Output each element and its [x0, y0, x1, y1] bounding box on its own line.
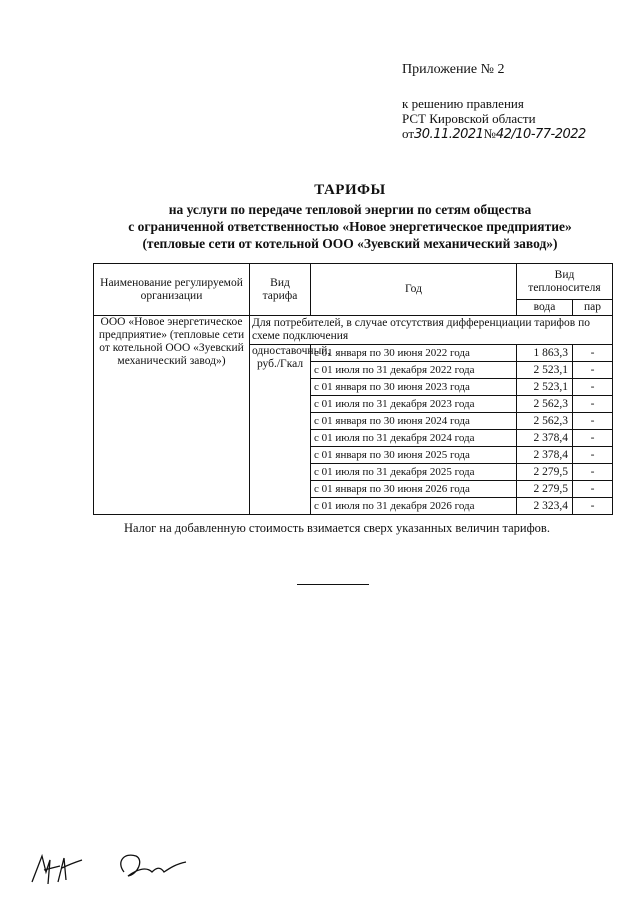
- organization-name: ООО «Новое энергетическое предприятие» (тепловые сети от котельной ООО «Зуевский механический завод»): [94, 316, 250, 515]
- period-cell: с 01 июля по 31 декабря 2023 года: [311, 396, 517, 413]
- period-cell: с 01 января по 30 июня 2025 года: [311, 447, 517, 464]
- period-cell: с 01 июля по 31 декабря 2024 года: [311, 430, 517, 447]
- steam-value: -: [573, 464, 613, 481]
- water-value: 2 562,3: [517, 413, 573, 430]
- steam-value: -: [573, 345, 613, 362]
- closing-divider: [297, 584, 369, 585]
- decision-number-sign: №: [483, 126, 496, 141]
- steam-value: -: [573, 379, 613, 396]
- signature-1: [32, 856, 82, 884]
- appendix-label: Приложение № 2: [402, 62, 505, 77]
- signature-2: [121, 855, 186, 876]
- period-cell: с 01 июля по 31 декабря 2025 года: [311, 464, 517, 481]
- steam-value: -: [573, 447, 613, 464]
- water-value: 2 523,1: [517, 379, 573, 396]
- steam-value: -: [573, 498, 613, 515]
- steam-value: -: [573, 362, 613, 379]
- header-year: Год: [311, 264, 517, 316]
- subtitle-line-1: на услуги по передаче тепловой энергии по сетям общества: [168, 202, 532, 217]
- water-value: 1 863,3: [517, 345, 573, 362]
- period-cell: с 01 января по 30 июня 2023 года: [311, 379, 517, 396]
- document-title: ТАРИФЫ: [314, 182, 386, 198]
- water-value: 2 378,4: [517, 447, 573, 464]
- decision-date: 30.11.2021: [414, 127, 484, 142]
- steam-value: -: [573, 430, 613, 447]
- header-tariff-type: Вид тарифа: [250, 264, 311, 316]
- period-cell: с 01 июля по 31 декабря 2026 года: [311, 498, 517, 515]
- subtitle-line-3: (тепловые сети от котельной ООО «Зуевский механический завод»): [142, 236, 558, 251]
- water-value: 2 562,3: [517, 396, 573, 413]
- tariff-table: [93, 263, 613, 515]
- tariff-kind: одноставочный, руб./Гкал: [250, 345, 311, 515]
- decision-line-1: к решению правления: [402, 96, 524, 111]
- water-value: 2 279,5: [517, 481, 573, 498]
- decision-line-2: РСТ Кировской области: [402, 111, 536, 126]
- period-cell: с 01 января по 30 июня 2026 года: [311, 481, 517, 498]
- header-heat-carrier: Вид теплоносителя: [517, 264, 613, 300]
- header-organization: Наименование регулируемой организации: [94, 264, 250, 316]
- decision-from: от: [402, 126, 415, 141]
- header-water: вода: [517, 300, 573, 316]
- decision-number: 42/10-77-2022: [495, 127, 586, 142]
- document-subtitle: [0, 201, 640, 252]
- steam-value: -: [573, 396, 613, 413]
- handwritten-signatures: [20, 842, 190, 892]
- water-value: 2 378,4: [517, 430, 573, 447]
- period-cell: с 01 июля по 31 декабря 2022 года: [311, 362, 517, 379]
- consumers-note: Для потребителей, в случае отсутствия дифференциации тарифов по схеме подключения: [250, 316, 613, 345]
- steam-value: -: [573, 413, 613, 430]
- period-cell: с 01 января по 30 июня 2024 года: [311, 413, 517, 430]
- vat-note: Налог на добавленную стоимость взимается сверх указанных величин тарифов.: [124, 521, 550, 535]
- decision-reference: [402, 96, 586, 142]
- period-cell: с 01 января по 30 июня 2022 года: [311, 345, 517, 362]
- subtitle-line-2: с ограниченной ответственностью «Новое энергетическое предприятие»: [128, 219, 572, 234]
- water-value: 2 279,5: [517, 464, 573, 481]
- water-value: 2 323,4: [517, 498, 573, 515]
- header-steam: пар: [573, 300, 613, 316]
- decision-line-3: [402, 126, 586, 142]
- water-value: 2 523,1: [517, 362, 573, 379]
- steam-value: -: [573, 481, 613, 498]
